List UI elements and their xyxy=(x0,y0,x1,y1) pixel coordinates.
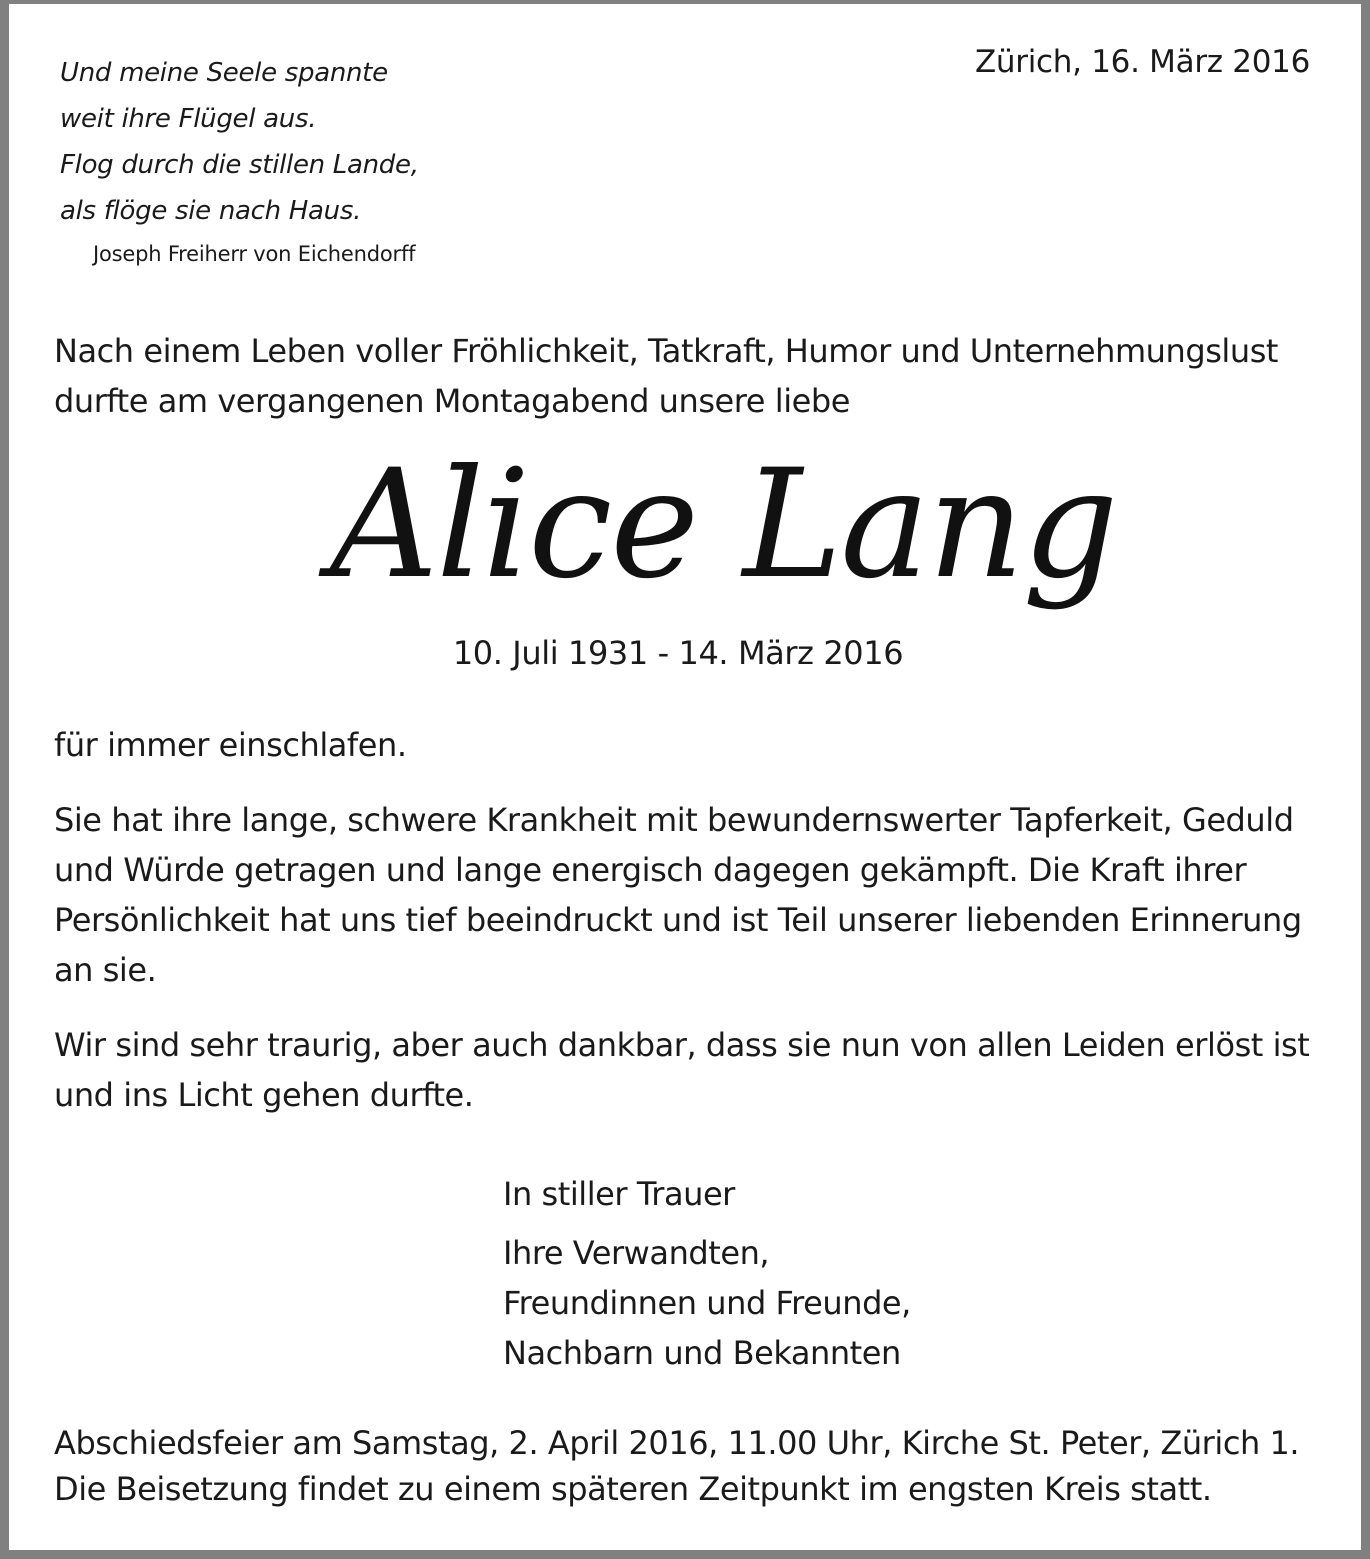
mourners-list xyxy=(503,1228,911,1378)
passing-line: für immer einschlafen. xyxy=(54,726,407,764)
paragraph-line: an sie. xyxy=(54,951,157,989)
paragraph-line: und ins Licht gehen durfte. xyxy=(54,1076,474,1114)
passing-text xyxy=(54,720,407,770)
poem-line: als flöge sie nach Haus. xyxy=(60,196,362,226)
paragraph-line: und Würde getragen und lange energisch dagegen gekämpft. Die Kraft ihrer xyxy=(54,851,1247,889)
mourner-line: Nachbarn und Bekannten xyxy=(503,1334,901,1372)
paragraph-tribute xyxy=(54,795,1302,995)
paragraph-line: Persönlichkeit hat uns tief beeindruckt und ist Teil unserer liebenden Erinnerung xyxy=(54,901,1302,939)
paragraph-line: Wir sind sehr traurig, aber auch dankbar, dass sie nun von allen Leiden erlöst ist xyxy=(54,1026,1310,1064)
ceremony-line: Abschiedsfeier am Samstag, 2. April 2016, 11.00 Uhr, Kirche St. Peter, Zürich 1. xyxy=(54,1424,1300,1462)
mourner-line: Ihre Verwandten, xyxy=(503,1234,770,1272)
intro-text xyxy=(54,326,1278,426)
intro-line: durfte am vergangenen Montagabend unsere liebe xyxy=(54,382,850,420)
signoff: In stiller Trauer xyxy=(503,1175,735,1213)
poem-line: Flog durch die stillen Lande, xyxy=(60,150,419,180)
poem xyxy=(60,50,419,234)
poem-line: Und meine Seele spannte xyxy=(60,58,388,88)
paragraph-line: Sie hat ihre lange, schwere Krankheit mit bewundernswerter Tapferkeit, Geduld xyxy=(54,801,1294,839)
ceremony-line: Die Beisetzung findet zu einem späteren Zeitpunkt im engsten Kreis statt. xyxy=(54,1470,1212,1508)
intro-line: Nach einem Leben voller Fröhlichkeit, Tatkraft, Humor und Unternehmungslust xyxy=(54,332,1279,370)
paragraph-gratitude xyxy=(54,1020,1309,1120)
place-date: Zürich, 16. März 2016 xyxy=(974,44,1310,80)
mourner-line: Freundinnen und Freunde, xyxy=(503,1284,911,1322)
lifespan-dates: 10. Juli 1931 - 14. März 2016 xyxy=(452,634,904,672)
poem-author: Joseph Freiherr von Eichendorff xyxy=(93,242,416,266)
ceremony-info xyxy=(54,1420,1299,1512)
deceased-name: Alice Lang xyxy=(330,438,1117,612)
poem-line: weit ihre Flügel aus. xyxy=(60,104,317,134)
